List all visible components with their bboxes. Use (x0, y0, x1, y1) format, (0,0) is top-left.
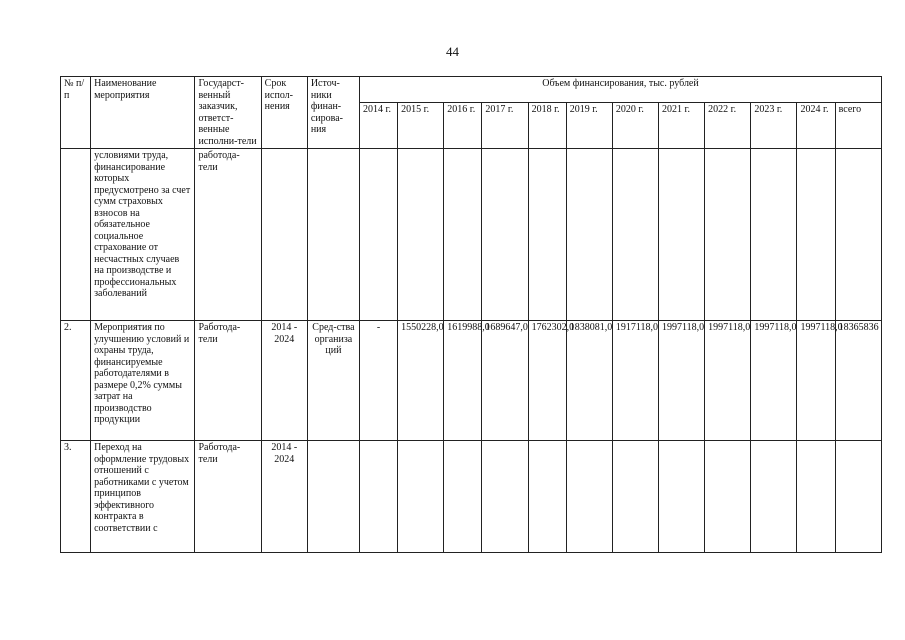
row-value: 1997118,0 (751, 321, 797, 441)
table-row (61, 441, 882, 553)
header-year: 2014 г. (360, 103, 398, 149)
row-value: 1997118,0 (705, 321, 751, 441)
row-num: 2. (61, 321, 91, 441)
table-row (61, 149, 882, 321)
row-name: Мероприятия по улучшению условий и охраны труда, финансируемые работодателями в размере 0,2% суммы затрат на производство продукции (91, 321, 195, 441)
row-value: 1838081,0 (566, 321, 612, 441)
row-value (797, 149, 835, 321)
header-year: 2024 г. (797, 103, 835, 149)
header-year: 2015 г. (398, 103, 444, 149)
row-value (360, 149, 398, 321)
row-value (612, 441, 658, 553)
row-value: 1762302,0 (528, 321, 566, 441)
row-value (482, 441, 528, 553)
header-year: 2021 г. (659, 103, 705, 149)
header-year: 2022 г. (705, 103, 751, 149)
row-value: 1689647,0 (482, 321, 528, 441)
row-value: 1550228,0 (398, 321, 444, 441)
header-year: 2020 г. (612, 103, 658, 149)
row-value (482, 149, 528, 321)
row-value (398, 441, 444, 553)
row-value (444, 149, 482, 321)
row-num: 3. (61, 441, 91, 553)
header-num: № п/п (61, 77, 91, 149)
header-row (61, 77, 882, 103)
row-term: 2014 - 2024 (261, 321, 307, 441)
funding-table (60, 76, 882, 553)
header-year: 2018 г. (528, 103, 566, 149)
header-term: Срок испол-нения (261, 77, 307, 149)
row-name: Переход на оформление трудовых отношений с работниками с учетом принципов эффективного контракта в соответствии с (91, 441, 195, 553)
row-value: - (360, 321, 398, 441)
header-name: Наименование мероприятия (91, 77, 195, 149)
header-year: 2019 г. (566, 103, 612, 149)
row-term (261, 149, 307, 321)
row-value: 1619988,0 (444, 321, 482, 441)
header-customer: Государст-венный заказчик, ответст-венные исполни-тели (195, 77, 261, 149)
row-value: 1997118,0 (659, 321, 705, 441)
row-value (797, 441, 835, 553)
row-value (705, 441, 751, 553)
header-funding: Объем финансирования, тыс. рублей (360, 77, 882, 103)
row-total (835, 149, 881, 321)
row-value: 1917118,0 (612, 321, 658, 441)
row-total: 18365836 (835, 321, 881, 441)
row-num (61, 149, 91, 321)
row-value (659, 149, 705, 321)
row-term: 2014 - 2024 (261, 441, 307, 553)
row-value (566, 149, 612, 321)
header-year: 2023 г. (751, 103, 797, 149)
row-value (566, 441, 612, 553)
row-value (751, 149, 797, 321)
row-value (444, 441, 482, 553)
row-value (360, 441, 398, 553)
row-value (528, 441, 566, 553)
row-customer: Работода-тели (195, 321, 261, 441)
row-total (835, 441, 881, 553)
row-value (659, 441, 705, 553)
row-value (528, 149, 566, 321)
header-year: 2016 г. (444, 103, 482, 149)
row-source (307, 149, 359, 321)
page-number: 44 (446, 44, 459, 59)
row-value: 1997118,0 (797, 321, 835, 441)
row-source (307, 441, 359, 553)
row-customer: работода-тели (195, 149, 261, 321)
row-value (612, 149, 658, 321)
header-total: всего (835, 103, 881, 149)
header-year: 2017 г. (482, 103, 528, 149)
header-source: Источ-ники финан-сирова-ния (307, 77, 359, 149)
row-customer: Работода-тели (195, 441, 261, 553)
row-value (751, 441, 797, 553)
row-source: Сред-ства организа ций (307, 321, 359, 441)
row-value (705, 149, 751, 321)
table-row (61, 321, 882, 441)
row-value (398, 149, 444, 321)
row-name: условиями труда, финансирование которых предусмотрено за счет сумм страховых взносов на обязательное социальное страхование от несчастных случаев на производстве и профессиональных заболеваний (91, 149, 195, 321)
